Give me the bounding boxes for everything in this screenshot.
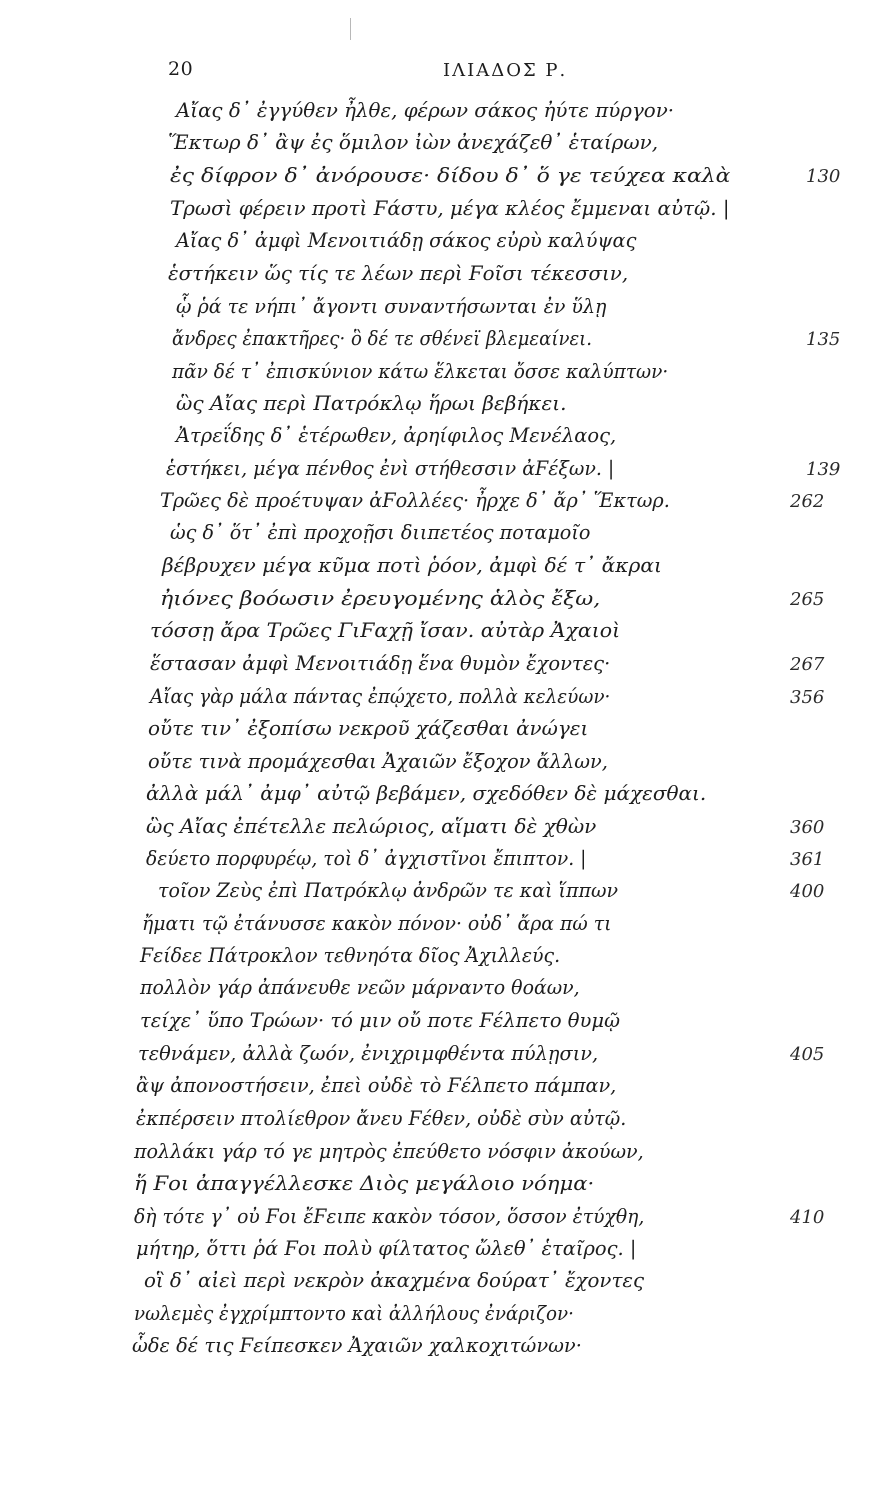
line-number: 356: [790, 687, 825, 708]
verse-line: τείχε᾽ ὕπο Τρώων· τό μιν οὔ ποτε Ϝέλπετο θυμῷ: [140, 1008, 620, 1032]
verse-line: Αἴας δ᾽ ἐγγύθεν ἦλθε, φέρων σάκος ἠύτε πύργον·: [176, 98, 675, 122]
verse-line: ἂψ ἀπονοστήσειν, ἐπεὶ οὐδὲ τὸ Ϝέλπετο πάμπαν,: [136, 1073, 617, 1097]
line-number: 139: [806, 459, 841, 480]
verse-line: δεύετο πορφυρέῳ, τοὶ δ᾽ ἀγχιστῖνοι ἔπιπτον. |: [146, 846, 587, 870]
running-title: ΙΛΙΑΔΟΣ Ρ.: [443, 60, 568, 81]
verse-line: Αἴας δ᾽ ἀμφὶ Μενοιτιάδῃ σάκος εὐρὺ καλύψας: [176, 228, 637, 252]
verse-line: ἑστήκει, μέγα πένθος ἐνὶ στήθεσσιν ἀϜέξων. |: [166, 456, 615, 480]
verse-line: τοῖον Ζεὺς ἐπὶ Πατρόκλῳ ἀνδρῶν τε καὶ ἵππων: [158, 878, 619, 902]
verse-line: ἄνδρες ἐπακτῆρες· ὃ δέ τε σθένεϊ βλεμεαίνει.: [172, 326, 593, 350]
line-number: 135: [806, 329, 841, 350]
verse-line: Ἀτρεΐδης δ᾽ ἑτέρωθεν, ἀρηίφιλος Μενέλαος,: [176, 423, 617, 447]
verse-line: ὧδε δέ τις Ϝείπεσκεν Ἀχαιῶν χαλκοχιτώνων·: [132, 1333, 582, 1357]
page-number: 20: [168, 58, 194, 80]
verse-line: δὴ τότε γ᾽ οὐ Ϝοι ἔϜειπε κακὸν τόσον, ὅσσον ἐτύχθη,: [134, 1204, 645, 1228]
line-number: 267: [790, 654, 825, 675]
verse-line: ἑστήκειν ὥς τίς τε λέων περὶ Ϝοῖσι τέκεσσιν,: [168, 261, 629, 285]
verse-line: ὣς Αἴας περὶ Πατρόκλῳ ἥρωι βεβήκει.: [176, 391, 567, 415]
verse-line: ὣς Αἴας ἐπέτελλε πελώριος, αἵματι δὲ χθὼν: [146, 814, 597, 838]
line-number: 130: [806, 166, 841, 187]
verse-line: μήτηρ, ὅττι ῥά Ϝοι πολὺ φίλτατος ὤλεθ᾽ ἑταῖρος. |: [136, 1236, 637, 1260]
verse-line: ἕστασαν ἀμφὶ Μενοιτιάδῃ ἕνα θυμὸν ἔχοντες·: [150, 651, 611, 675]
line-number: 262: [790, 491, 825, 512]
verse-line: ᾧ ῥά τε νήπι᾽ ἄγοντι συναντήσωνται ἐν ὕλῃ: [176, 294, 607, 318]
line-number: 360: [790, 817, 825, 838]
verse-line: πολλὸν γάρ ἀπάνευθε νεῶν μάρναντο θοάων,: [140, 975, 580, 999]
verse-line: ἥ Ϝοι ἀπαγγέλλεσκε Διὸς μεγάλοιο νόημα·: [134, 1171, 595, 1195]
verse-line: οὔτε τιν᾽ ἐξοπίσω νεκροῦ χάζεσθαι ἀνώγει: [148, 716, 589, 740]
verse-line: νωλεμὲς ἐγχρίμπτοντο καὶ ἀλλήλους ἐνάριζον·: [134, 1301, 574, 1325]
verse-line: βέβρυχεν μέγα κῦμα ποτὶ ῥόον, ἀμφὶ δέ τ᾽ ἄκραι: [162, 553, 662, 577]
line-number: 400: [790, 881, 825, 902]
verse-line: πᾶν δέ τ᾽ ἐπισκύνιον κάτω ἕλκεται ὄσσε καλύπτων·: [172, 359, 669, 383]
verse-line: τόσσῃ ἄρα Τρῶες ΓιϜαχῇ ἴσαν. αὐτὰρ Ἀχαιοὶ: [150, 618, 621, 642]
verse-line: ἠιόνες βοόωσιν ἐρευγομένης ἁλὸς ἔξω,: [160, 586, 601, 610]
verse-line: ἐκπέρσειν πτολίεθρον ἄνευ Ϝέθεν, οὐδὲ σὺν αὐτῷ.: [136, 1106, 627, 1130]
verse-line: πολλάκι γάρ τό γε μητρὸς ἐπεύθετο νόσφιν ἀκούων,: [134, 1139, 644, 1163]
verse-line: Τρῶες δὲ προέτυψαν ἀϜολλέες· ἦρχε δ᾽ ἄρ᾽ Ἕκτωρ.: [160, 488, 670, 512]
verse-line: ἐς δίφρον δ᾽ ἀνόρουσε· δίδου δ᾽ ὅ γε τεύχεα καλὰ: [170, 163, 731, 187]
verse-line: οἳ δ᾽ αἰεὶ περὶ νεκρὸν ἀκαχμένα δούρατ᾽ ἔχοντες: [144, 1268, 645, 1292]
verse-line: ἤματι τῷ ἐτάνυσσε κακὸν πόνον· οὐδ᾽ ἄρα πώ τι: [142, 911, 612, 935]
verse-line: Ϝείδεε Πάτροκλον τεθνηότα δῖος Ἀχιλλεύς.: [140, 943, 561, 967]
verse-line: τεθνάμεν, ἀλλὰ ζωόν, ἐνιχριμφθέντα πύλῃσιν,: [138, 1041, 599, 1065]
verse-line: Ἕκτωρ δ᾽ ἂψ ἐς ὅμιλον ἰὼν ἀνεχάζεθ᾽ ἑταίρων,: [168, 130, 659, 154]
line-number: 405: [790, 1044, 825, 1065]
verse-line: ὡς δ᾽ ὅτ᾽ ἐπὶ προχοῇσι διιπετέος ποταμοῖο: [170, 520, 591, 544]
line-number: 265: [790, 589, 825, 610]
verse-line: οὔτε τινὰ προμάχεσθαι Ἀχαιῶν ἔξοχον ἄλλων,: [148, 749, 608, 773]
verse-line: ἀλλὰ μάλ᾽ ἀμφ᾽ αὐτῷ βεβάμεν, σχεδόθεν δὲ μάχεσθαι.: [146, 781, 707, 805]
verse-line: Τρωσὶ φέρειν προτὶ Ϝάστυ, μέγα κλέος ἔμμεναι αὐτῷ. |: [170, 196, 730, 220]
line-number: 410: [790, 1207, 825, 1228]
verse-line: Αἴας γὰρ μάλα πάντας ἐπῴχετο, πολλὰ κελεύων·: [150, 684, 611, 708]
line-number: 361: [790, 849, 825, 870]
